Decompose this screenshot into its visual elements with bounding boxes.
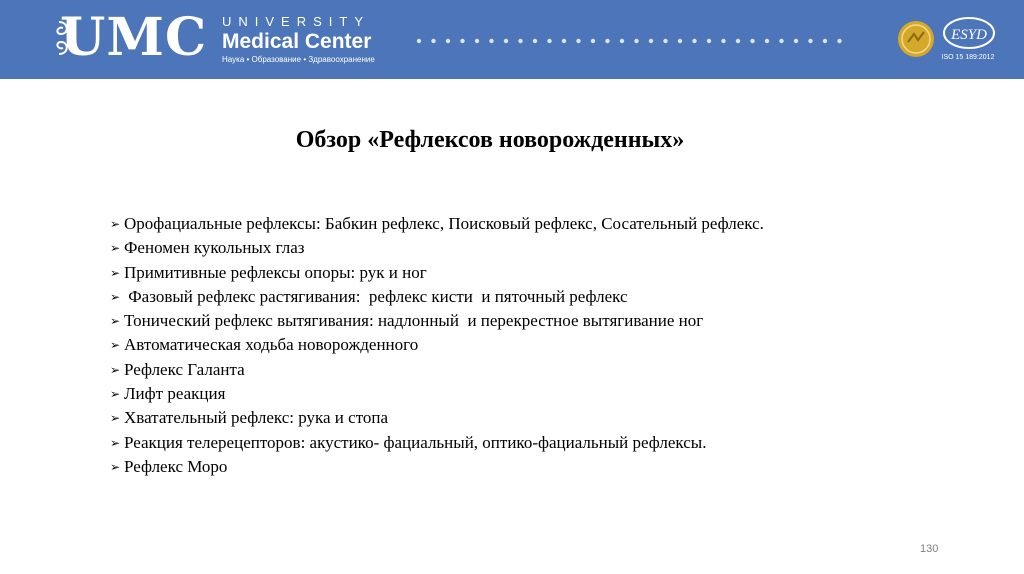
accreditation-seal-icon	[897, 20, 935, 58]
divider-dot	[591, 39, 595, 43]
divider-dot	[823, 39, 827, 43]
divider-dot	[837, 39, 841, 43]
arrow-bullet-icon: ➢	[110, 387, 121, 402]
divider-dot	[417, 39, 421, 43]
arrow-bullet-icon: ➢	[110, 314, 121, 329]
list-item-text: Рефлекс Моро	[124, 456, 228, 476]
list-item-text: Феномен кукольных глаз	[124, 238, 305, 258]
page-number: 130	[920, 543, 939, 555]
arrow-bullet-icon: ➢	[110, 435, 121, 450]
divider-dot	[794, 39, 798, 43]
divider-dot	[663, 39, 667, 43]
list-item-text: Фазовый рефлекс растягивания: рефлекс кисти и пяточный рефлекс	[124, 286, 628, 306]
logo-umc: UMC	[60, 7, 208, 68]
divider-dot	[489, 39, 493, 43]
reflex-list	[110, 212, 930, 479]
list-item-text: Рефлекс Галанта	[124, 359, 245, 379]
list-item-text: Лифт реакция	[124, 384, 226, 404]
divider-dot	[736, 39, 740, 43]
esyd-text: ESYD	[951, 27, 987, 43]
divider-dot	[576, 39, 580, 43]
arrow-bullet-icon: ➢	[110, 289, 121, 304]
divider-dot	[765, 39, 769, 43]
list-item	[110, 285, 930, 309]
list-item	[110, 455, 930, 479]
list-item-text: Тонический рефлекс вытягивания: надлонный и перекрестное вытягивание ног	[124, 311, 704, 331]
list-item	[110, 333, 930, 357]
arrow-bullet-icon: ➢	[110, 265, 121, 280]
arrow-bullet-icon: ➢	[110, 241, 121, 256]
divider-dot	[721, 39, 725, 43]
divider-dot	[779, 39, 783, 43]
list-item	[110, 309, 930, 333]
divider-dot	[605, 39, 609, 43]
divider-dot	[649, 39, 653, 43]
logo-medical-center: Medical Center	[222, 30, 372, 53]
divider-dot	[634, 39, 638, 43]
divider-dot	[504, 39, 508, 43]
arrow-bullet-icon: ➢	[110, 459, 121, 474]
list-item	[110, 236, 930, 260]
arrow-bullet-icon: ➢	[110, 411, 121, 426]
arrow-bullet-icon: ➢	[110, 338, 121, 353]
divider-dot	[460, 39, 464, 43]
divider-dot	[446, 39, 450, 43]
iso-label: ISO 15 189:2012	[941, 54, 995, 61]
list-item	[110, 382, 930, 406]
list-item-text: Орофациальные рефлексы: Бабкин рефлекс, Поисковый рефлекс, Сосательный рефлекс.	[124, 214, 764, 233]
esyd-logo	[942, 16, 996, 52]
divider-dot	[562, 39, 566, 43]
divider-dot	[707, 39, 711, 43]
logo-tagline: Наука • Образование • Здравоохранение	[222, 55, 375, 64]
slide-header	[0, 0, 1024, 79]
divider-dot	[533, 39, 537, 43]
list-item	[110, 358, 930, 382]
divider-dot	[808, 39, 812, 43]
divider-dot	[620, 39, 624, 43]
list-item-text: Примитивные рефлексы опоры: рук и ног	[124, 262, 427, 282]
arrow-bullet-icon: ➢	[110, 217, 121, 231]
list-item-text: Хватательный рефлекс: рука и стопа	[124, 408, 389, 428]
list-item-text: Реакция телерецепторов: акустико- фациальный, оптико-фациальный рефлексы.	[124, 432, 707, 452]
divider-dot	[518, 39, 522, 43]
divider-dot	[431, 39, 435, 43]
divider-dot	[547, 39, 551, 43]
list-item-text: Автоматическая ходьба новорожденного	[124, 335, 419, 355]
list-item	[110, 212, 930, 236]
divider-dot	[475, 39, 479, 43]
list-item	[110, 261, 930, 285]
logo-university: UNIVERSITY	[222, 14, 371, 29]
divider-dot	[678, 39, 682, 43]
divider-dot	[692, 39, 696, 43]
slide-title: Обзор «Рефлексов новорожденных»	[295, 127, 685, 153]
arrow-bullet-icon: ➢	[110, 362, 121, 377]
divider-dot	[750, 39, 754, 43]
list-item	[110, 431, 930, 455]
dotted-divider	[415, 37, 855, 45]
list-item	[110, 406, 930, 430]
